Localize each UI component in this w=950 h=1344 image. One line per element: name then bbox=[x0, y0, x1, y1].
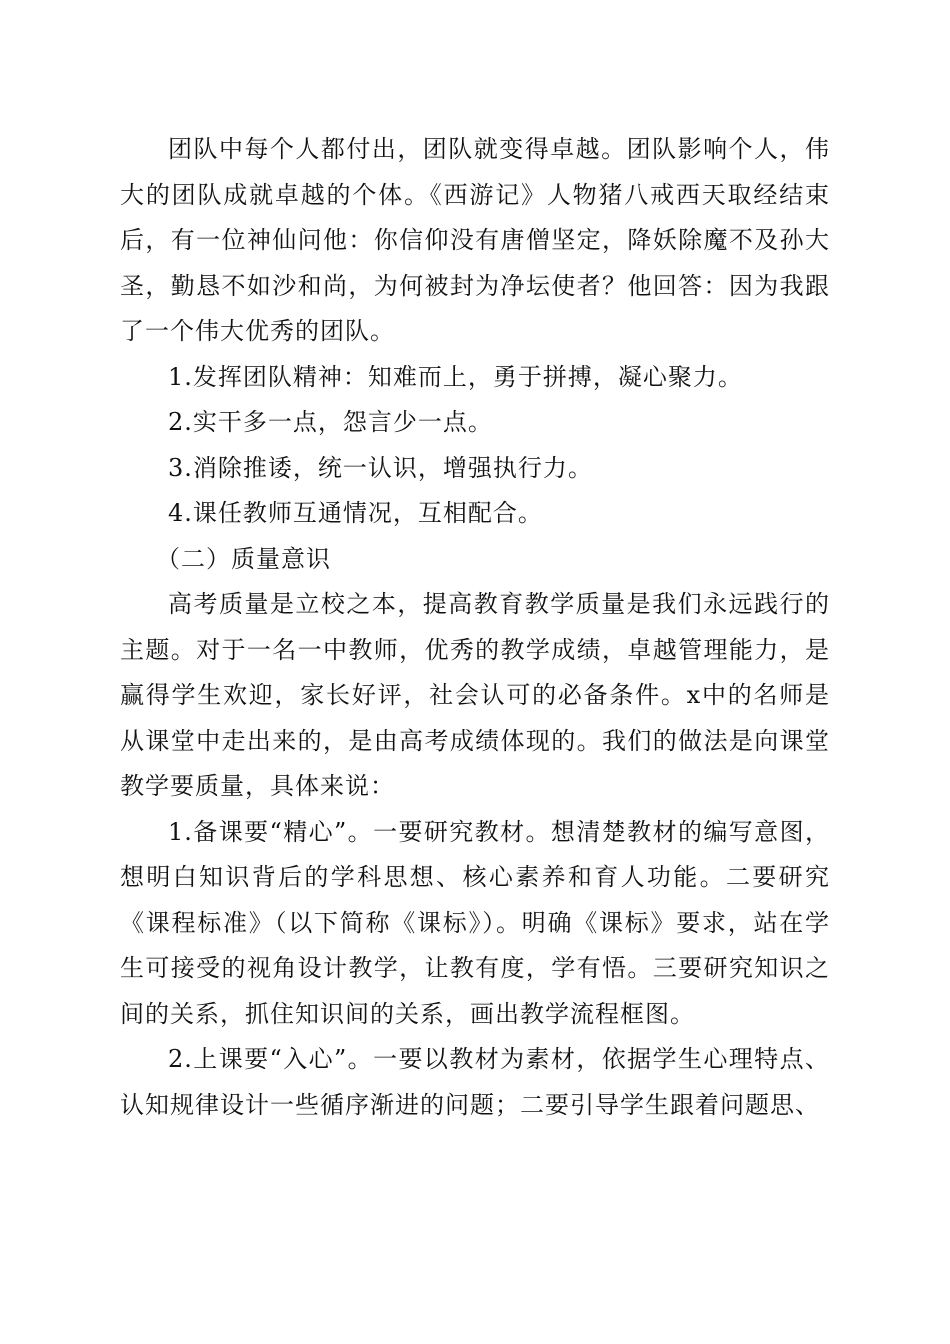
list-item-no-shirking: 3.消除推诿，统一认识，增强执行力。 bbox=[168, 453, 593, 482]
list-item-team-spirit: 1.发挥团队精神：知难而上，勇于拼搏，凝心聚力。 bbox=[168, 362, 743, 391]
paragraph-quality-intro: 高考质量是立校之本，提高教育教学质量是我们永远践行的主题。对于一名一中教师，优秀的教学成绩，卓越管理能力，是赢得学生欢迎，家长好评，社会认可的必备条件。x中的名师是从课堂中走出来的，是由高考成绩体现的。我们的做法是向课堂教学要质量，具体来说： bbox=[120, 590, 830, 800]
list-item-more-action: 2.实干多一点，怨言少一点。 bbox=[168, 408, 493, 436]
paragraph-team-intro: 团队中每个人都付出，团队就变得卓越。团队影响个人，伟大的团队成就卓越的个体。《西游记》人物猪八戒西天取经结束后，有一位神仙问他：你信仰没有唐僧坚定，降妖除魔不及孙大圣，勤恳不如沙和尚，为何被封为净坛使者？他回答：因为我跟了一个伟大优秀的团队。 bbox=[120, 135, 830, 345]
section-heading-quality: （二）质量意识 bbox=[156, 544, 331, 573]
list-item-teaching: 2.上课要“入心”。一要以教材为素材，依据学生心理特点、认知规律设计一些循序渐进的问题；二要引导学生跟着问题思、 bbox=[120, 1045, 830, 1119]
document-page bbox=[120, 127, 830, 1128]
list-item-lesson-prep: 1.备课要“精心”。一要研究教材。想清楚教材的编写意图，想明白知识背后的学科思想、核心素养和育人功能。二要研究《课程标准》（以下简称《课标》）。明确《课标》要求，站在学生可接受的视角设计教学，让教有度，学有悟。三要研究知识之间的关系，抓住知识间的关系，画出教学流程框图。 bbox=[120, 817, 830, 1028]
list-item-cooperation: 4.课任教师互通情况，互相配合。 bbox=[168, 499, 543, 527]
